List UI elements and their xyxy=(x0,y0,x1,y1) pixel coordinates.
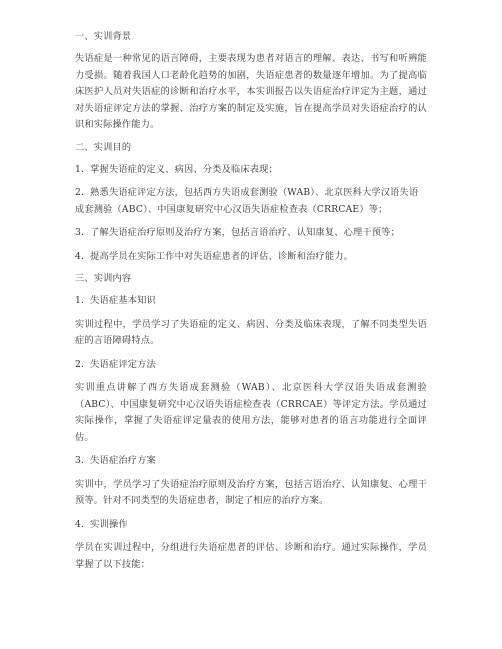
subsection-title-basics: 1. 失语症基本知识 xyxy=(75,295,156,306)
subsection-text-treatment: 实训中，学员学习了失语症治疗原则及治疗方案，包括言语治疗、认知康复、心理干预等。针对不同类型的失语症患者，制定了相应的治疗方案。 xyxy=(75,478,427,506)
document-page xyxy=(75,30,427,580)
background-paragraph: 失语症是一种常见的语言障碍，主要表现为患者对语言的理解、表达、书写和听辨能力受损。随着我国人口老龄化趋势的加剧，失语症患者的数量逐年增加。为了提高临床医护人员对失语症的诊断和治疗水平，本实训报告以失语症治疗评定为主题，通过对失语症评定方法的掌握、治疗方案的制定及实施，旨在提高学员对失语症治疗的认识和实际操作能力。 xyxy=(75,53,427,130)
subsection-text-basics: 实训过程中，学员学习了失语症的定义、病因、分类及临床表现，了解不同类型失语症的言语障碍特点。 xyxy=(75,318,427,346)
section-heading-objectives: 二、实训目的 xyxy=(75,141,132,153)
subsection-title-assessment: 2. 失语症评定方法 xyxy=(75,358,156,370)
subsection-text-practice: 学员在实训过程中，分组进行失语症患者的评估、诊断和治疗。通过实际操作，学员掌握了以下技能： xyxy=(75,542,427,570)
objective-item: 3. 了解失语症治疗原则及治疗方案，包括言语治疗、认知康复、心理干预等； xyxy=(75,227,400,238)
subsection-title-treatment: 3. 失语症治疗方案 xyxy=(75,455,156,466)
section-heading-background: 一、实训背景 xyxy=(75,31,132,42)
objective-item: 1. 掌握失语症的定义、病因、分类及临床表现； xyxy=(75,163,278,175)
objective-item: 2. 熟悉失语症评定方法，包括西方失语成套测验（WAB）、北京医科大学汉语失语成套测验（ABC）、中国康复研究中心汉语失语症检查表（CRRCAE）等； xyxy=(75,187,419,215)
subsection-text-assessment: 实训重点讲解了西方失语成套测验（WAB）、北京医科大学汉语失语成套测验（ABC）、中国康复研究中心汉语失语症检查表（CRRCAE）等评定方法。学员通过实际操作，掌握了失语症评定量表的使用方法，能够对患者的语言功能进行全面评估。 xyxy=(75,382,427,443)
subsection-title-practice: 4. 实训操作 xyxy=(75,518,128,530)
objective-item: 4. 提高学员在实际工作中对失语症患者的评估、诊断和治疗能力。 xyxy=(75,250,354,262)
section-heading-content: 三、实训内容 xyxy=(75,273,132,284)
